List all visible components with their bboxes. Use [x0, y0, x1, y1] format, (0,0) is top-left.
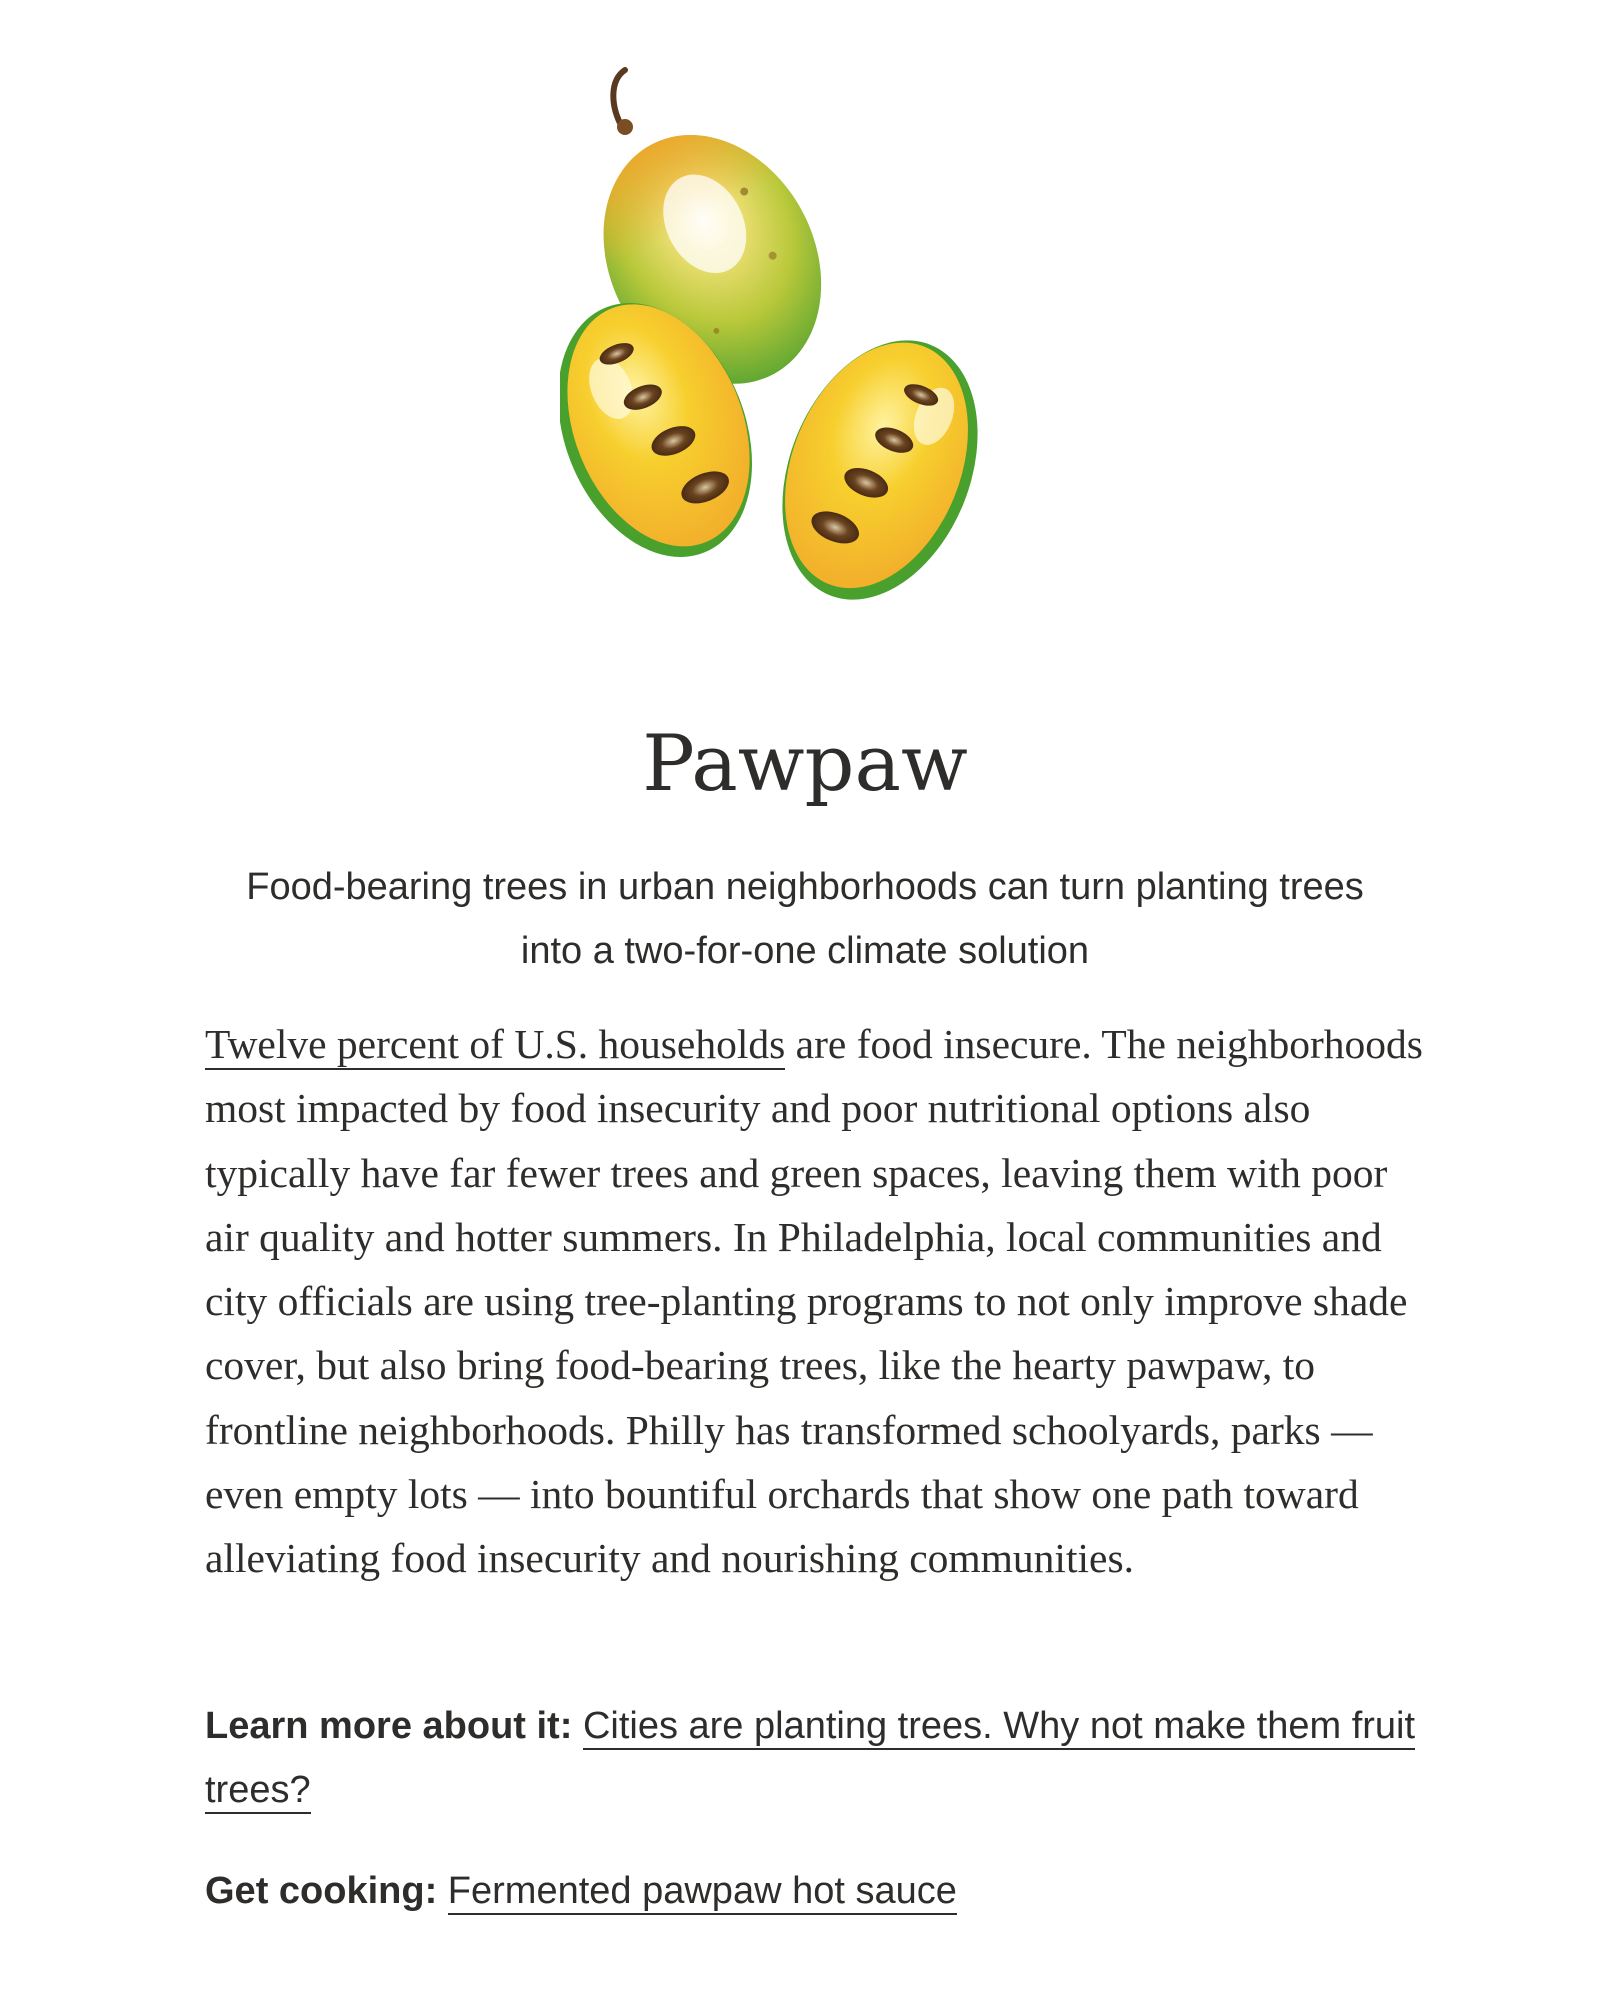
- page-title: Pawpaw: [642, 719, 968, 809]
- article-body-text: are food insecure. The neighborhoods most impacted by food insecurity and poor nutritional options also typically have far fewer trees and green spaces, leaving them with poor air quality and hotter summers. In Philadelphia, local communities and city officials are using tree-planting programs to not only improve shade cover, but also bring food-bearing trees, like the hearty pawpaw, to frontline neighborhoods. Philly has transformed schoolyards, parks — even empty lots — into bountiful orchards that show one path toward alleviating food insecurity and nourishing communities.: [205, 1021, 1423, 1582]
- food-insecurity-link[interactable]: Twelve percent of U.S. households: [205, 1021, 785, 1070]
- learn-more-section: [205, 1694, 1425, 1822]
- get-cooking-link[interactable]: Fermented pawpaw hot sauce: [448, 1870, 957, 1915]
- learn-more-link[interactable]: Cities are planting trees. Why not make them fruit trees?: [205, 1705, 1415, 1814]
- get-cooking-section: [205, 1859, 1425, 1923]
- pawpaw-fruit-illustration: [560, 55, 1030, 615]
- article-body: [205, 1012, 1425, 1591]
- get-cooking-label: Get cooking:: [205, 1870, 438, 1912]
- article-subtitle: Food-bearing trees in urban neighborhoods can turn planting trees into a two-for-one climate solution: [246, 866, 1364, 972]
- learn-more-label: Learn more about it:: [205, 1705, 573, 1747]
